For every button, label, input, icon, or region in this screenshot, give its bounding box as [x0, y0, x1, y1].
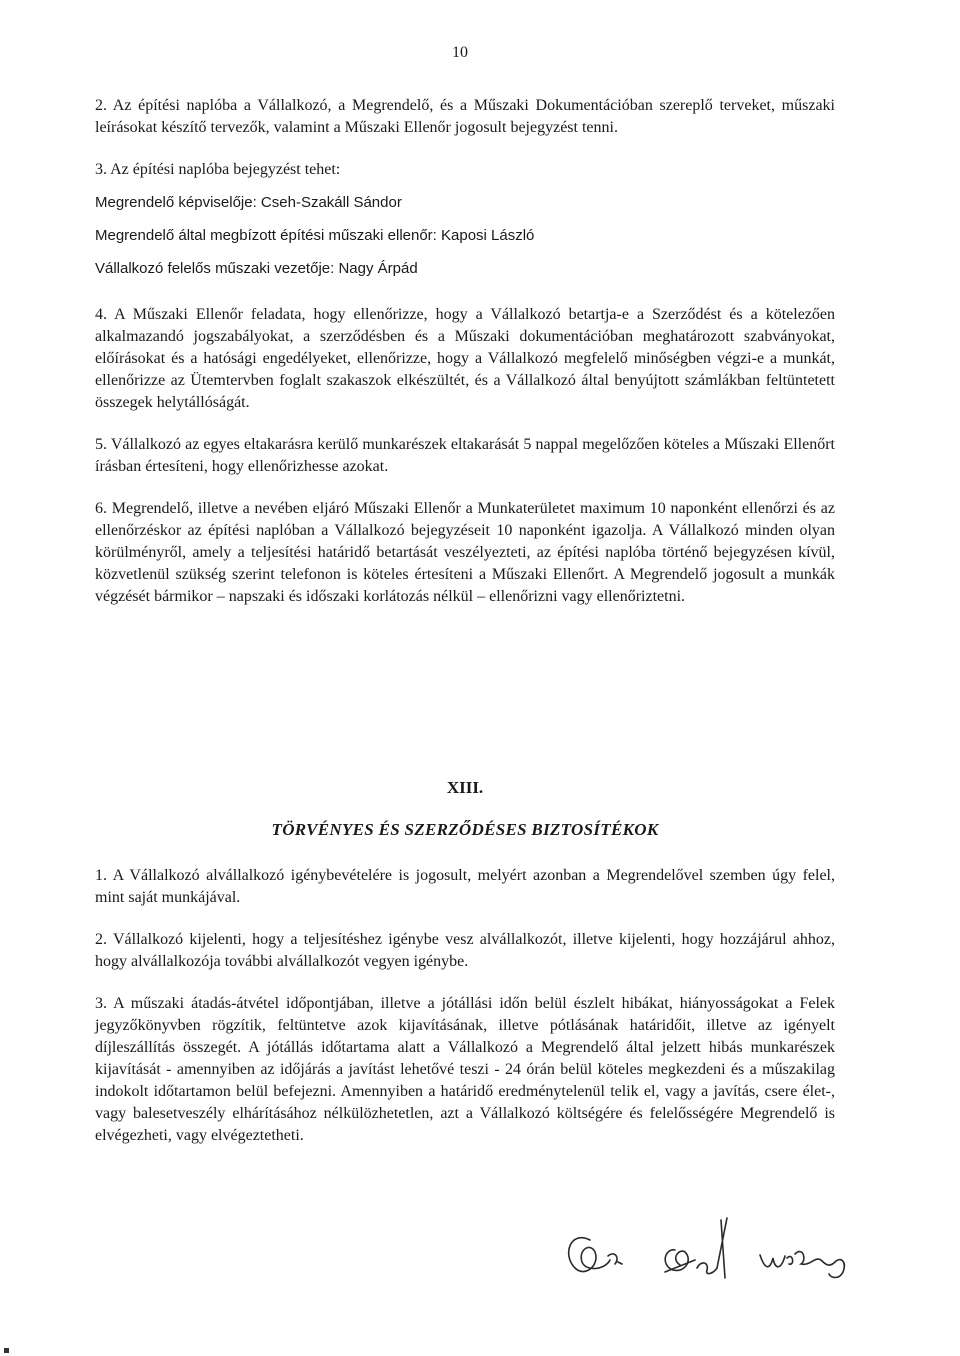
section-number: XIII. — [446, 778, 484, 797]
signature-1 — [560, 1220, 635, 1280]
paragraph-b2: 2. Vállalkozó kijelenti, hogy a teljesítéshez igénybe vesz alvállalkozót, illetve kijelenti, hogy hozzájárul ahhoz, hogy alvállalkozója további alvállalkozót vegyen igénybe. — [95, 931, 835, 970]
section-body-upper — [95, 95, 835, 628]
paragraph-5: 5. Vállalkozó az egyes eltakarásra kerülő munkarészek eltakarását 5 nappal megelőzően köteles a Műszaki Ellenőrt írásban értesíteni, hogy ellenőrizhesse azokat. — [95, 436, 835, 475]
section-body-lower — [95, 865, 835, 1167]
paragraph-6: 6. Megrendelő, illetve a nevében eljáró Műszaki Ellenőr a Munkaterületet maximum 10 naponként ellenőrzi és az ellenőrzéskor az építési naplóban a Vállalkozó bejegyzéseit 10 naponként igazolja. A Vállalkozó minden olyan körülményről, amely a teljesítési határidő betartását veszélyezteti, az építési naplóba történő bejegyzésen kívül, közvetlenül szükség szerint telefonon is köteles értesíteni a Műszaki Ellenőrt. A Megrendelő jogosult a munkák végzését bármikor – napszaki és időszaki korlátozás nélkül – ellenőrizni vagy ellenőriztetni. — [95, 500, 835, 605]
paragraph-b1: 1. A Vállalkozó alvállalkozó igénybevételére is jogosult, melyért azonban a Megrendelővel szemben úgy felel, mint saját munkájával. — [95, 867, 835, 906]
signature-3 — [755, 1230, 855, 1285]
page-number: 10 — [452, 44, 468, 61]
paragraph-3-intro: 3. Az építési naplóba bejegyzést tehet: — [95, 161, 341, 178]
section-title: TÖRVÉNYES ÉS SZERZŐDÉSES BIZTOSÍTÉKOK — [271, 820, 659, 839]
paragraph-2: 2. Az építési naplóba a Vállalkozó, a Megrendelő, és a Műszaki Dokumentációban szereplő terveket, műszaki leírásokat készítő tervezők, valamint a Műszaki Ellenőr jogosult bejegyzést tenni. — [95, 97, 835, 136]
signature-2 — [645, 1210, 740, 1285]
paragraph-4: 4. A Műszaki Ellenőr feladata, hogy ellenőrizze, hogy a Vállalkozó betartja-e a Szerződést és a kötelezően alkalmazandó jogszabályokat, a szerződésben és a Műszaki dokumentációban meghatározott szabványokat, előírásokat és a hatósági engedélyeket, ellenőrizze, hogy a Vállalkozó megfelelő minőségben végzi-e a munkát, ellenőrizze az Ütemtervben foglalt szakaszok elkészültét, és a Vállalkozó által benyújtott számlákban feltüntetett összegek helytállóságát. — [95, 306, 835, 411]
representative-line: Megrendelő képviselője: Cseh-Szakáll Sándor — [95, 194, 402, 211]
paragraph-b3: 3. A műszaki átadás-átvétel időpontjában, illetve a jótállási időn belül észlelt hibákat, hiányosságokat a Felek jegyzőkönyvben rögzítik, feltüntetve azok kijavításának, illetve pótlásának határidőit, illetve az igényelt díjleszállítás összegét. A jótállás időtartama alatt a Vállalkozó a Megrendelő által jelzett hibás munkarészek kijavítását - amennyiben az időjárás a javítást lehetővé teszi - 24 órán belül köteles megkezdeni és a műszakilag indokolt időtartamon belül befejezni. Amennyiben a határidő eredménytelenül telik el, vagy a javítás, csere élet-, vagy balesetveszély elhárításához nélkülözhetetlen, azt a Vállalkozó költségére és felelősségére Megrendelő is elvégezheti, vagy elvégeztetheti. — [95, 995, 835, 1144]
scan-mark — [4, 1348, 9, 1353]
paragraph-3 — [95, 159, 835, 280]
site-manager-line: Vállalkozó felelős műszaki vezetője: Nagy Árpád — [95, 260, 418, 277]
inspector-line: Megrendelő által megbízott építési műszaki ellenőr: Kaposi László — [95, 227, 535, 244]
signature-block — [560, 1210, 880, 1300]
